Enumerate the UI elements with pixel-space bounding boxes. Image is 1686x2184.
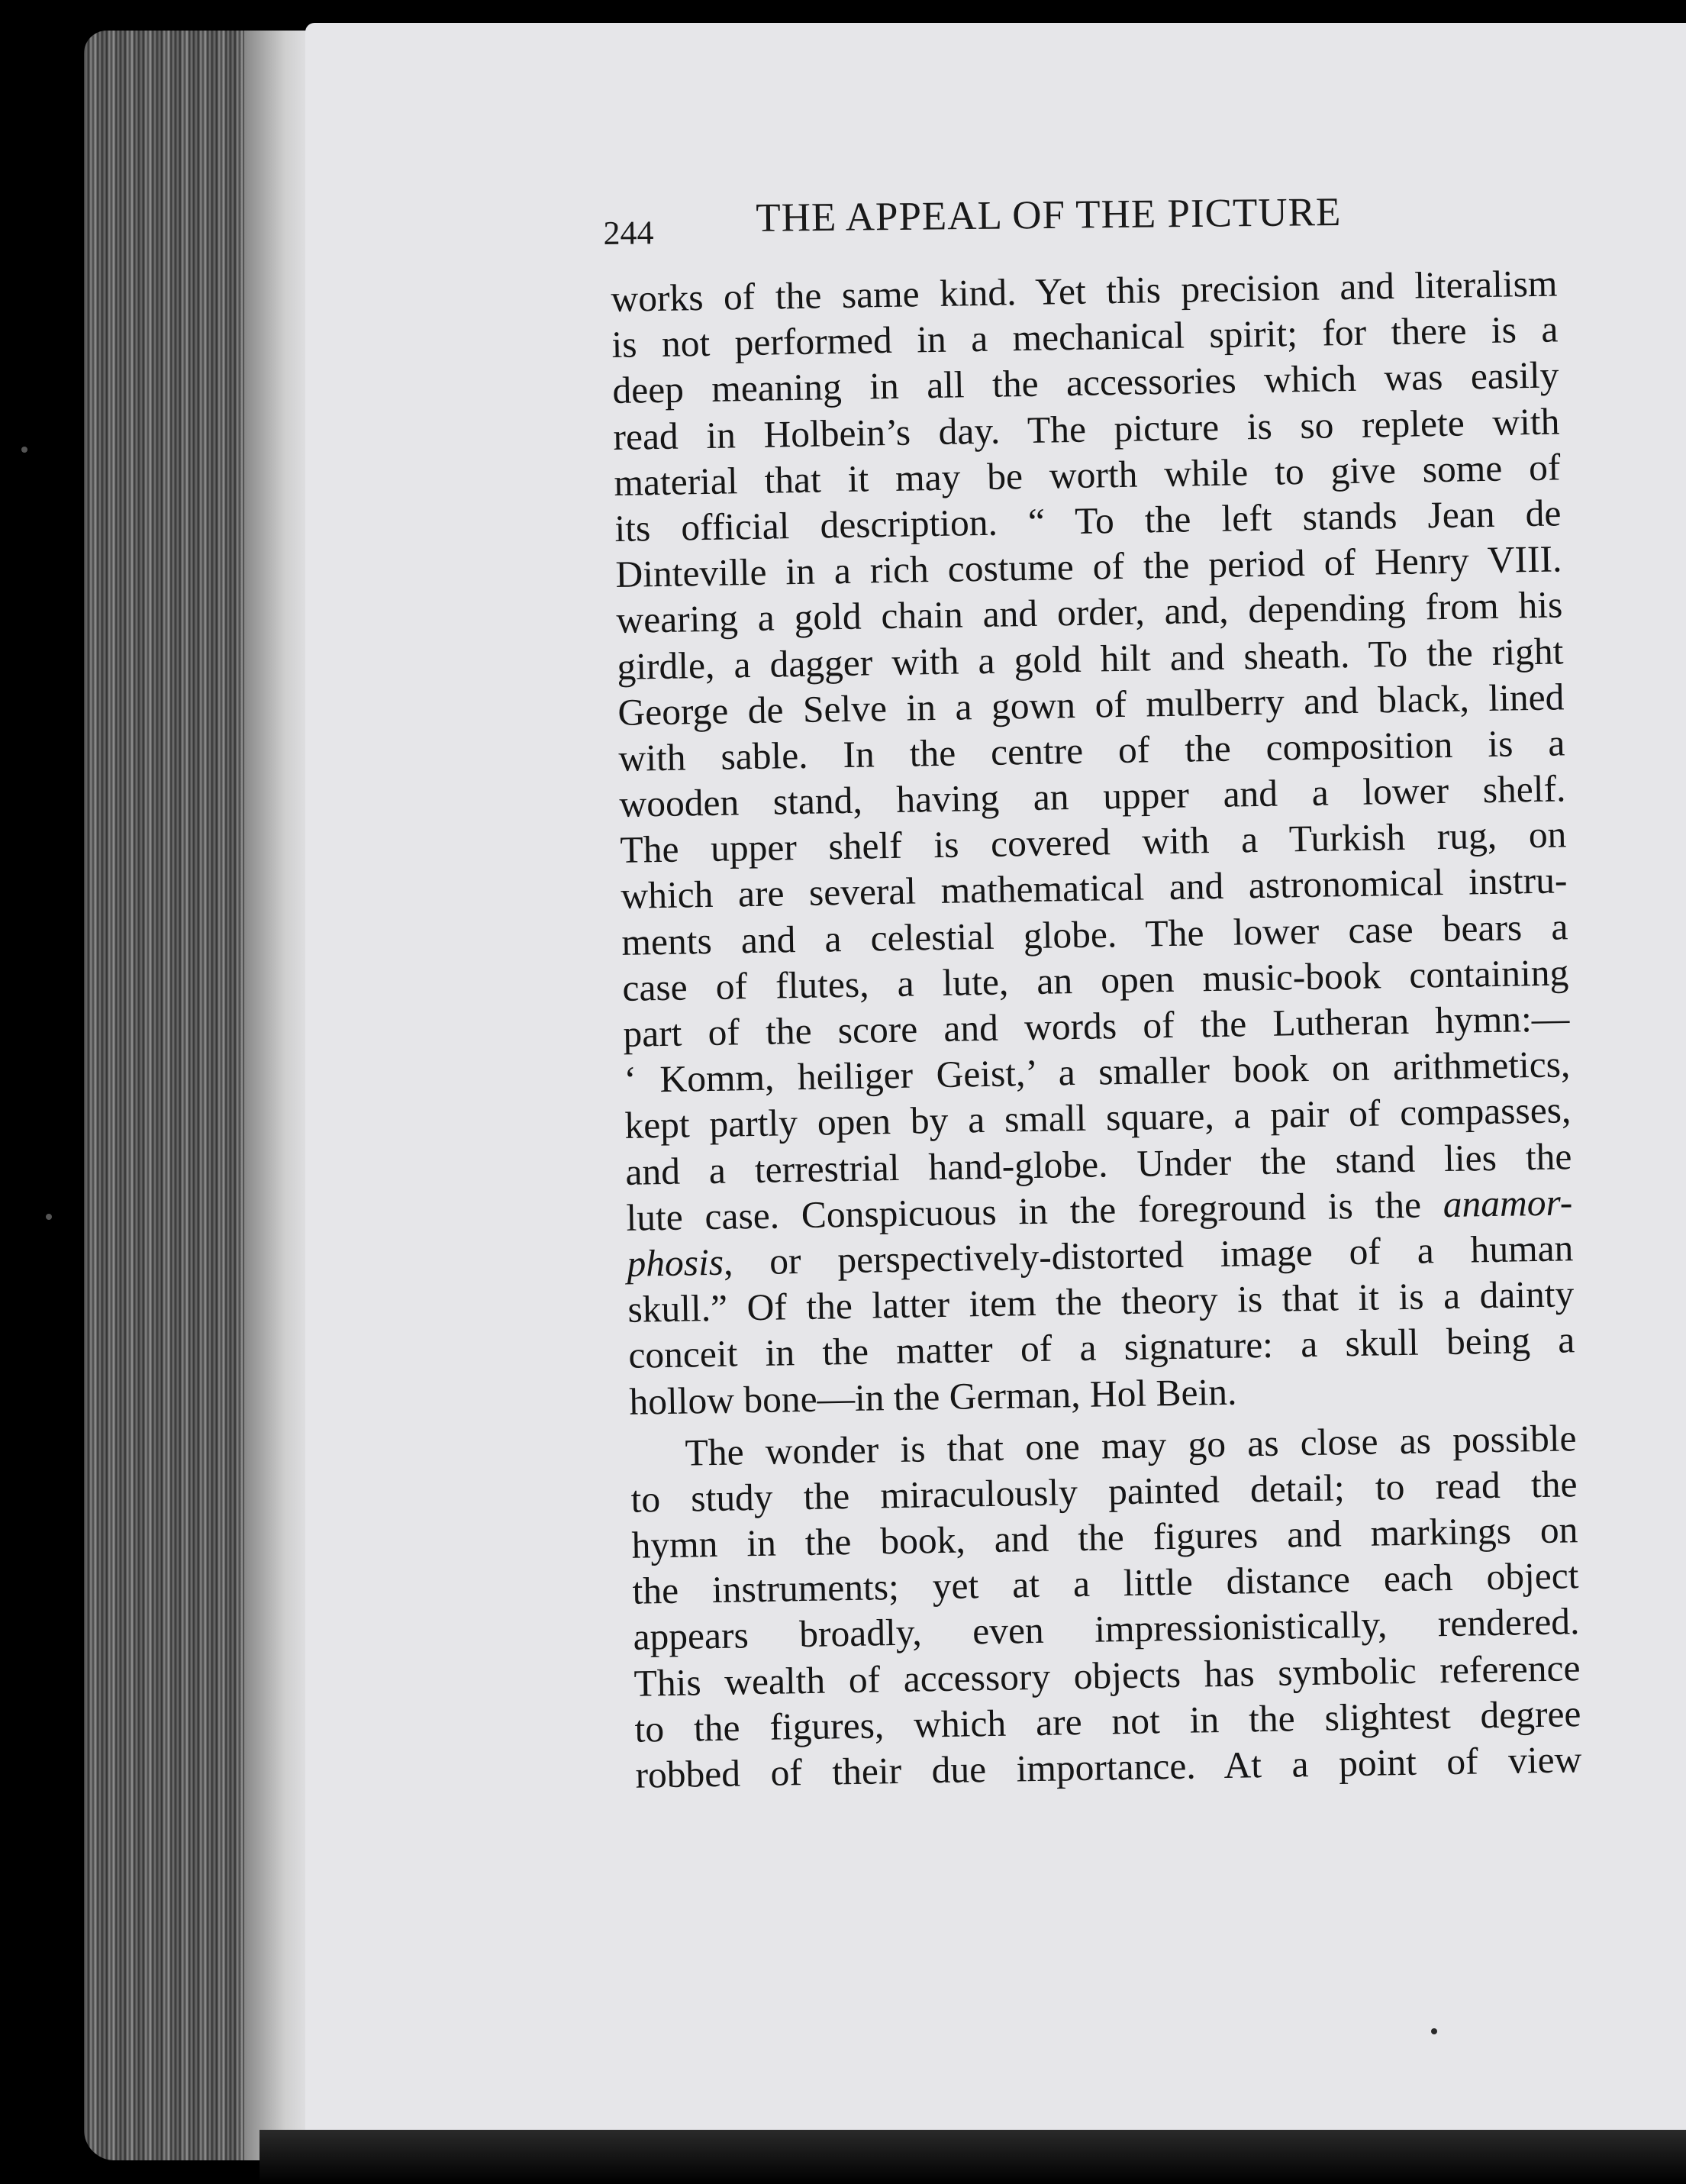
text-line: wooden stand, having an upper and a lower shelf. [619, 767, 1566, 825]
text-line: wearing a gold chain and order, and, depending from his [616, 583, 1563, 642]
text-line: This wealth of accessory objects has symbolic reference [633, 1646, 1581, 1705]
text-line: ments and a celestial globe. The lower case bears a [621, 905, 1568, 963]
text-line: girdle, a dagger with a gold hilt and sheath. To the right [617, 629, 1564, 688]
text-line: conceit in the matter of a signature: a skull being a [627, 1318, 1575, 1377]
text-line: phosis, or perspectively-distorted image of a human [626, 1227, 1574, 1285]
text-line: George de Selve in a gown of mulberry and black, lined [617, 676, 1565, 734]
text-line: deep meaning in all the accessories which was easily [612, 353, 1559, 412]
text-line: Dinteville in a rich costume of the period of Henry VIII. [615, 537, 1562, 596]
text-line: with sable. In the centre of the composition is a [618, 721, 1565, 779]
paragraph-1 [611, 260, 1576, 1424]
text-line: The wonder is that one may go as close as possible [685, 1416, 1577, 1474]
text-line: kept partly open by a small square, a pair of compasses, [624, 1089, 1572, 1147]
page-header [603, 189, 1413, 258]
italic-term: phosis [626, 1240, 724, 1285]
text-line: the instruments; yet at a little distance each object [632, 1554, 1579, 1613]
text-line: lute case. Conspicuous in the foreground is the anamor- [625, 1181, 1573, 1239]
page-number: 244 [603, 214, 654, 252]
text-line: and a terrestrial hand-globe. Under the stand lies the [624, 1134, 1572, 1193]
text-line: part of the score and words of the Lutheran hymn:— [622, 997, 1570, 1055]
running-head: THE APPEAL OF THE PICTURE [755, 189, 1342, 240]
text-line: to the figures, which are not in the slightest degree [634, 1692, 1581, 1750]
text-line: robbed of their due importance. At a point of view [635, 1738, 1582, 1796]
text-line: ‘ Komm, heiliger Geist,’ a smaller book on arithmetics, [623, 1043, 1571, 1102]
speck [46, 1214, 52, 1220]
text-line: which are several mathematical and astronomical instru- [621, 859, 1568, 918]
speck [1431, 2028, 1437, 2034]
speck [21, 447, 27, 453]
page-bottom-shadow [260, 2130, 1686, 2184]
text-line: read in Holbein’s day. The picture is so replete with [613, 399, 1560, 458]
book-page-edges [84, 31, 313, 2160]
text-line: skull.” Of the latter item the theory is that it is a dainty [627, 1273, 1575, 1331]
paragraph-2 [630, 1415, 1582, 1798]
text-line: material that it may be worth while to give some of [614, 446, 1561, 504]
text-line: hymn in the book, and the figures and markings on [631, 1508, 1578, 1566]
text-line: works of the same kind. Yet this precision and literalism [611, 262, 1558, 320]
text-line: to study the miraculously painted detail; to read the [630, 1463, 1578, 1521]
text-line: is not performed in a mechanical spirit; for there is a [611, 308, 1559, 366]
text-line: The upper shelf is covered with a Turkish rug, on [620, 813, 1567, 872]
text-line: case of flutes, a lute, an open music-book containing [622, 951, 1569, 1009]
text-line: hollow bone—in the German, Hol Bein. [628, 1370, 1237, 1423]
body-text [611, 260, 1582, 1798]
italic-term: anamor- [1443, 1181, 1573, 1225]
text-line: appears broadly, even impressionistically, rendered. [633, 1600, 1580, 1659]
text-line: its official description. “ To the left stands Jean de [614, 492, 1562, 550]
